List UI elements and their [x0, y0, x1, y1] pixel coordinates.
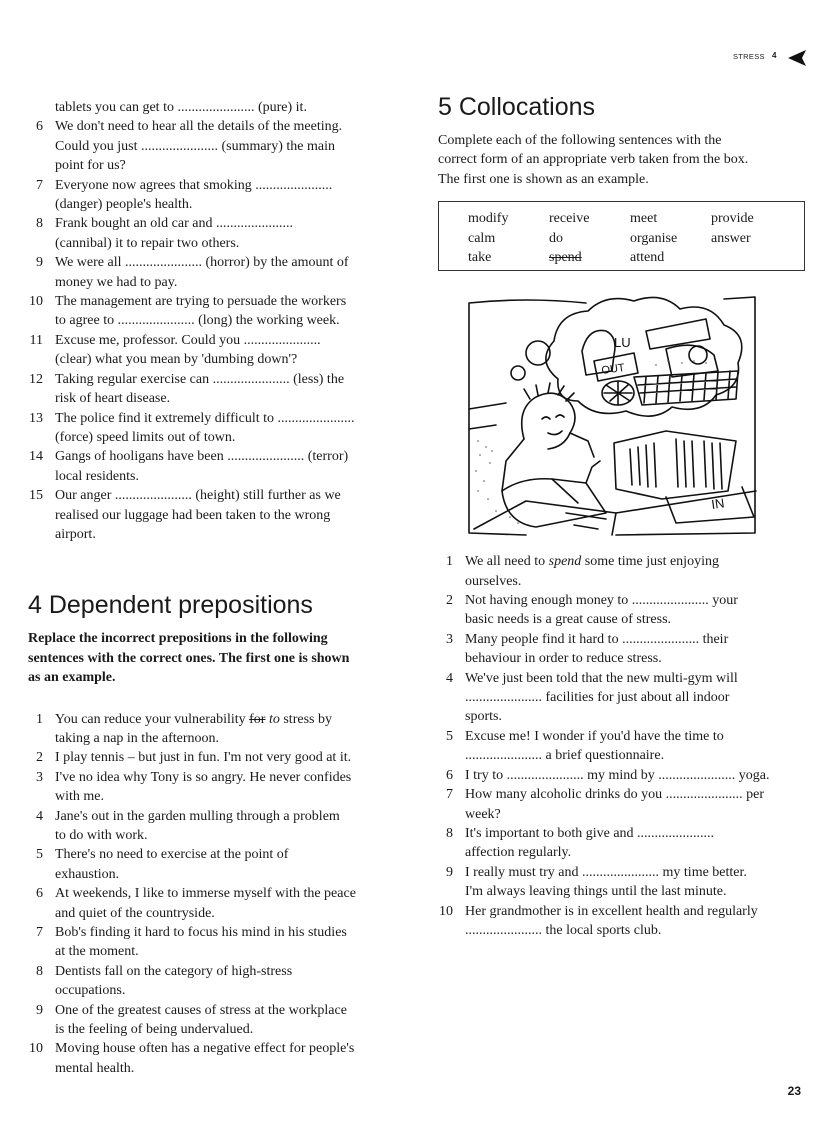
- section4-instructions: [28, 629, 390, 687]
- item-line: At weekends, I like to immerse myself with the peace: [55, 886, 356, 902]
- item-line: Frank bought an old car and ......................: [55, 216, 293, 232]
- item-number: 14: [29, 449, 43, 465]
- item-line: Dentists fall on the category of high-stress: [55, 963, 293, 979]
- exercise-item: [438, 669, 804, 727]
- exercise-item: [438, 863, 804, 902]
- item-number: 9: [446, 864, 453, 880]
- item-line: I've no idea why Tony is so angry. He never confides: [55, 769, 352, 785]
- item-line: (force) speed limits out of town.: [55, 429, 236, 445]
- item-number: 5: [446, 728, 453, 744]
- exercise-item: [438, 766, 804, 785]
- exercise-item: [438, 591, 804, 630]
- item-line: Gangs of hooligans have been ...................... (terror): [55, 449, 349, 465]
- item-line: I try to ...................... my mind by ...................... yoga.: [465, 767, 770, 783]
- word-box-word: meet: [630, 211, 658, 227]
- item-line: The management are trying to persuade the workers: [55, 294, 347, 310]
- item-number: 10: [29, 294, 43, 310]
- item-line: Could you just ...................... (summary) the main: [55, 138, 335, 154]
- exercise-item: [28, 486, 390, 544]
- instruction-line: as an example.: [28, 670, 116, 686]
- exercise-item: [28, 370, 390, 409]
- item-line: Jane's out in the garden mulling through a problem: [55, 808, 340, 824]
- exercise-item: [28, 1001, 390, 1040]
- example-text: We all need to: [465, 554, 549, 570]
- item-line: We've just been told that the new multi-gym will: [465, 670, 738, 686]
- example-text: stress by: [279, 711, 332, 727]
- exercise-item: [438, 785, 804, 824]
- left-column: [28, 98, 390, 1078]
- item-line: sports.: [465, 709, 502, 725]
- running-header-section: STRESS: [733, 52, 765, 61]
- word-box-column: [468, 209, 508, 267]
- item-line: Not having enough money to ...................... your: [465, 593, 738, 609]
- instruction-line: The first one is shown as an example.: [438, 171, 649, 187]
- item-line: I really must try and ...................... my time better.: [465, 864, 747, 880]
- item-number: 4: [36, 808, 43, 824]
- example-text: some time just enjoying: [581, 554, 719, 570]
- item-line: to do with work.: [55, 828, 148, 843]
- right-column: [438, 92, 804, 940]
- item-line: to agree to ...................... (long) the working week.: [55, 313, 340, 329]
- item-line: We don't need to hear all the details of the meeting.: [55, 119, 343, 135]
- item-number: 7: [36, 925, 43, 941]
- section4-exercise-list: [28, 748, 390, 1078]
- item-number: 3: [446, 631, 453, 647]
- exercise-item: [28, 214, 390, 253]
- instruction-line: Replace the incorrect prepositions in the following: [28, 631, 328, 647]
- instruction-line: correct form of an appropriate verb taken from the box.: [438, 152, 749, 168]
- word-box-word: take: [468, 250, 492, 266]
- item-line: risk of heart disease.: [55, 391, 171, 407]
- item-line: We were all ...................... (horror) by the amount of: [55, 255, 349, 271]
- word-box-word: modify: [468, 211, 509, 227]
- item-number: 1: [446, 554, 453, 570]
- item-line: ...................... facilities for just about all indoor: [465, 690, 730, 706]
- exercise-item: [28, 768, 390, 807]
- section5-instructions: [438, 131, 804, 189]
- item-number: 3: [36, 769, 43, 785]
- item-number: 15: [29, 488, 43, 504]
- item-line: There's no need to exercise at the point of: [55, 847, 289, 863]
- item-number: 11: [29, 332, 43, 348]
- carryover-line: [28, 98, 390, 117]
- item-line: I'm always leaving things until the last minute.: [465, 884, 727, 900]
- item-line: week?: [465, 806, 501, 822]
- section5-exercise-list: [438, 591, 804, 940]
- example-text: taking a nap in the afternoon.: [55, 730, 220, 746]
- item-number: 9: [36, 255, 43, 271]
- exercise-item: [28, 117, 390, 175]
- exercise-item: [438, 727, 804, 766]
- exercise-item: [28, 923, 390, 962]
- exercise-item: [28, 884, 390, 923]
- item-line: and quiet of the countryside.: [55, 905, 215, 921]
- item-line: Excuse me! I wonder if you'd have the time to: [465, 728, 724, 744]
- out-tray-label: OUT: [600, 362, 626, 378]
- exercise-item: [28, 1039, 390, 1078]
- example-text: You can reduce your vulnerability: [55, 711, 250, 727]
- item-number: 2: [446, 593, 453, 609]
- instruction-line: sentences with the correct ones. The first one is shown: [28, 650, 350, 666]
- item-line: Everyone now agrees that smoking ......................: [55, 177, 333, 193]
- item-number: 9: [36, 1002, 43, 1018]
- item-line: occupations.: [55, 983, 126, 999]
- item-line: affection regularly.: [465, 845, 572, 861]
- exercise-item: [438, 902, 804, 941]
- in-tray-label: IN: [710, 495, 726, 513]
- item-line: is the feeling of being undervalued.: [55, 1022, 254, 1038]
- item-line: ...................... the local sports club.: [465, 922, 662, 938]
- item-line: Moving house often has a negative effect for people's: [55, 1041, 355, 1057]
- item-line: local residents.: [55, 468, 139, 484]
- item-number: 6: [446, 767, 453, 783]
- item-line: (clear) what you mean by 'dumbing down'?: [55, 352, 298, 368]
- word-box: [438, 201, 805, 271]
- carryover-text: tablets you can get to ...................... (pure) it.: [55, 100, 307, 115]
- word-box-word: organise: [630, 230, 678, 246]
- word-box-word: provide: [711, 211, 754, 227]
- exercise-item: [28, 748, 390, 767]
- corrected-preposition: to: [268, 711, 280, 727]
- item-number: 13: [29, 410, 43, 426]
- example-answer: spend: [548, 554, 582, 570]
- item-line: Taking regular exercise can ...................... (less) the: [55, 371, 345, 387]
- section5-heading: 5 Collocations: [438, 93, 596, 121]
- item-line: Our anger ...................... (height) still further as we: [55, 488, 341, 504]
- exercise-item: [28, 447, 390, 486]
- word-box-word: answer: [711, 230, 751, 246]
- item-line: Her grandmother is in excellent health and regularly: [465, 903, 758, 919]
- item-line: at the moment.: [55, 944, 139, 960]
- exercise-item: [438, 630, 804, 669]
- item-line: Bob's finding it hard to focus his mind in his studies: [55, 925, 347, 941]
- item-number: 7: [446, 787, 453, 803]
- item-line: I play tennis – but just in fun. I'm not very good at it.: [55, 750, 352, 766]
- running-header-chapter: 4: [772, 51, 777, 60]
- item-line: Many people find it hard to ...................... their: [465, 631, 729, 647]
- example-text: ourselves.: [465, 573, 522, 589]
- struck-preposition: for: [249, 711, 266, 727]
- item-number: 5: [36, 847, 43, 863]
- item-line: How many alcoholic drinks do you ...................... per: [465, 787, 765, 803]
- word-box-word: calm: [468, 230, 496, 246]
- word-box-word: receive: [549, 211, 590, 227]
- exercise-item: [28, 176, 390, 215]
- section4-example-item: [28, 710, 390, 749]
- item-number: 6: [36, 886, 43, 902]
- item-line: (cannibal) it to repair two others.: [55, 235, 240, 251]
- item-number: 10: [29, 1041, 43, 1057]
- item-line: It's important to both give and ......................: [465, 825, 715, 841]
- exercise-item: [28, 331, 390, 370]
- item-line: (danger) people's health.: [55, 197, 193, 213]
- exercise-item: [28, 845, 390, 884]
- item-line: point for us?: [55, 158, 126, 174]
- bubble-label: LU: [614, 335, 631, 351]
- section4-heading: 4 Dependent prepositions: [28, 591, 313, 620]
- page-number: 23: [787, 1084, 801, 1098]
- exercise-item: [438, 824, 804, 863]
- exercise-item: [28, 807, 390, 846]
- instruction-line: Complete each of the following sentences with the: [438, 133, 722, 148]
- item-line: with me.: [55, 789, 104, 805]
- item-number: 7: [36, 177, 43, 193]
- word-box-column: [711, 209, 754, 248]
- word-box-word: attend: [630, 250, 665, 266]
- item-line: The police find it extremely difficult to ......................: [55, 410, 355, 426]
- section3-exercise-list: [28, 117, 390, 544]
- word-box-column: [630, 209, 677, 267]
- item-line: One of the greatest causes of stress at the workplace: [55, 1002, 347, 1018]
- running-header: [733, 50, 808, 66]
- exercise-item: [28, 409, 390, 448]
- exercise-item: [28, 962, 390, 1001]
- item-line: behaviour in order to reduce stress.: [465, 651, 662, 667]
- item-number: 2: [36, 750, 43, 766]
- item-number: 12: [29, 371, 43, 387]
- item-number: 8: [36, 216, 43, 232]
- word-box-column: [549, 209, 589, 267]
- item-number: 8: [446, 825, 453, 841]
- item-line: realised our luggage had been taken to the wrong: [55, 507, 331, 523]
- item-line: exhaustion.: [55, 866, 120, 882]
- item-line: airport.: [55, 526, 96, 542]
- item-number: 6: [36, 119, 43, 135]
- exercise-item: [28, 253, 390, 292]
- exercise-item: [28, 292, 390, 331]
- item-line: money we had to pay.: [55, 274, 178, 290]
- item-line: ...................... a brief questionnaire.: [465, 748, 665, 764]
- item-number: 4: [446, 670, 453, 686]
- item-line: basic needs is a great cause of stress.: [465, 612, 672, 628]
- illustration: [466, 291, 804, 542]
- arrow-left-icon: [788, 50, 808, 66]
- item-line: Excuse me, professor. Could you ......................: [55, 332, 321, 348]
- stressed-student-illustration: [466, 291, 758, 537]
- item-line: mental health.: [55, 1060, 135, 1076]
- item-number: 8: [36, 963, 43, 979]
- item-number: 10: [439, 903, 453, 919]
- word-box-word: do: [549, 230, 563, 246]
- word-box-word-used: spend: [549, 250, 582, 266]
- section5-example-item: [438, 552, 804, 591]
- item-number: 1: [36, 711, 43, 727]
